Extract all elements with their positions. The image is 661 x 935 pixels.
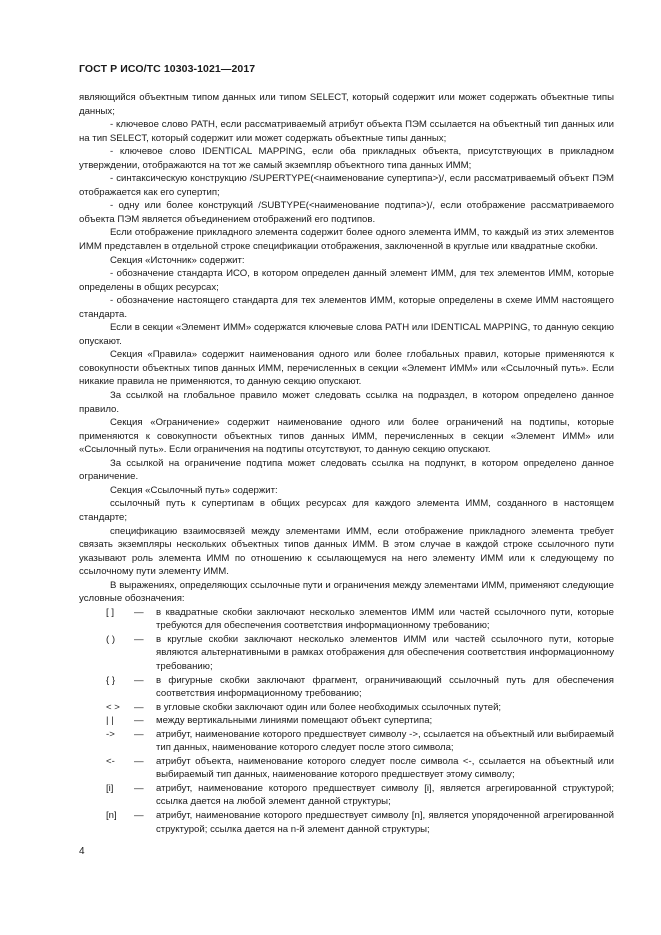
definition-dash: — (134, 728, 144, 740)
paragraph: За ссылкой на ограничение подтипа может следовать ссылка на подпункт, в котором определено данное ограничение. (79, 457, 614, 483)
definition-symbol: [ ] (106, 606, 114, 618)
paragraph: Секция «Источник» содержит: (110, 254, 245, 266)
definition-text: атрибут, наименование которого предшествует символу ->, ссылается на объектный или выбираемый тип данных, наименование которого следует после этого символа; (156, 728, 614, 754)
paragraph: - ключевое слово IDENTICAL MAPPING, если оба прикладных объекта, присутствующих в прикладном утверждении, отображаются на тот же самый экземпляр объектного типа данных ИММ; (79, 146, 614, 171)
paragraph-list (79, 91, 614, 606)
definition-text: в квадратные скобки заключают несколько элементов ИММ или частей ссылочного пути, которые требуются для обеспечения соответствия информационному требованию; (156, 606, 614, 632)
definition-dash: — (134, 809, 144, 821)
paragraph: - обозначение настоящего стандарта для тех элементов ИММ, которые определены в схеме ИММ настоящего стандарта. (79, 295, 614, 320)
definition-symbol: { } (106, 674, 116, 686)
definition-text: атрибут, наименование которого предшествует символу [n], является упорядоченной агрегированной структурой; ссылка дается на n-й элемент данной структуры; (156, 809, 614, 835)
definition-dash: — (134, 701, 144, 713)
definition-dash: — (134, 755, 144, 767)
definition-dash: — (134, 606, 144, 618)
definition-text: атрибут, наименование которого предшествует символу [i], является агрегированной структурой; ссылка дается на любой элемент данной структуры; (156, 782, 614, 808)
document-header: ГОСТ Р ИСО/ТС 10303-1021—2017 (79, 63, 256, 75)
definition-symbol: ( ) (106, 633, 116, 645)
definition-symbol: [n] (106, 809, 117, 821)
definition-symbol: < > (106, 701, 120, 713)
definition-dash: — (134, 674, 144, 686)
definition-item (79, 674, 614, 701)
paragraph: спецификацию взаимосвязей между элементами ИММ, если отображение прикладного элемента требует связать экземпляры нескольких объектных типов данных ИММ. В этом случае в каждой строке ссылочного пути указывают роль элемента ИММ по отношению к ссылающемуся на него элементу ИММ или к следующему по ссылочному пути элементу ИММ. (79, 525, 614, 578)
document-body (79, 91, 614, 836)
paragraph: - одну или более конструкций /SUBTYPE(<наименование подтипа>)/, если отображение рассматриваемого объекта ПЭМ является объединением отображений его подтипов. (79, 200, 614, 225)
page-number: 4 (79, 846, 85, 857)
paragraph: - ключевое слово PATH, если рассматриваемый атрибут объекта ПЭМ ссылается на объектный тип данных или на тип SELECT, который содержит или может содержать объектные типы данных; (79, 119, 614, 144)
definition-symbol: | | (106, 715, 114, 727)
definition-item (79, 701, 614, 715)
definition-text: атрибут объекта, наименование которого следует после символа <-, ссылается на объектный или выбираемый тип данных, наименование которого предшествует этому символу; (156, 755, 614, 781)
definition-item (79, 633, 614, 674)
definition-item (79, 809, 614, 836)
definition-text: в круглые скобки заключают несколько элементов ИММ или частей ссылочного пути, которые являются альтернативными в рамках отображения для обеспечения соответствия информационному требованию; (156, 633, 614, 672)
definition-item (79, 714, 614, 728)
definition-symbol: [i] (106, 782, 114, 794)
paragraph: Секция «Правила» содержит наименования одного или более глобальных правил, которые применяются к совокупности объектных типов данных ИММ, перечисленных в секции «Элемент ИММ» или «Ссылочный путь». Если никакие правила не применяются, то данную секцию опускают. (79, 349, 614, 388)
definition-text: между вертикальными линиями помещают объект супертипа; (156, 715, 433, 727)
paragraph: ссылочный путь к супертипам в общих ресурсах для каждого элемента ИММ, созданного в настоящем стандарте; (79, 498, 614, 523)
paragraph: являющийся объектным типом данных или типом SELECT, который содержит или может содержать объектные типы данных; (79, 92, 614, 117)
definition-item (79, 728, 614, 755)
paragraph: Секция «Ссылочный путь» содержит: (110, 484, 278, 496)
definition-item (79, 606, 614, 633)
paragraph: Секция «Ограничение» содержит наименование одного или более ограничений на подтипы, которые применяются к совокупности объектных типов данных ИММ, перечисленных в секции «Элемент ИММ» или «Ссылочный путь». Если ограничения на подтипы отсутствуют, то данную секцию опускают. (79, 417, 614, 456)
definition-symbol: -> (106, 728, 115, 740)
paragraph: Если в секции «Элемент ИММ» содержатся ключевые слова PATH или IDENTICAL MAPPING, то данную секцию опускают. (79, 322, 614, 347)
paragraph: В выражениях, определяющих ссылочные пути и ограничения между элементами ИММ, применяют следующие условные обозначения: (79, 579, 614, 605)
definition-item (79, 755, 614, 782)
definition-text: в угловые скобки заключают один или более необходимых ссылочных путей; (156, 701, 502, 713)
paragraph: За ссылкой на глобальное правило может следовать ссылка на подраздел, в котором определено данное правило. (79, 390, 614, 415)
paragraph: - синтаксическую конструкцию /SUPERTYPE(<наименование супертипа>)/, если рассматриваемый объект ПЭМ отображается как его супертип; (79, 173, 614, 198)
definition-item (79, 782, 614, 809)
definition-dash: — (134, 715, 144, 727)
paragraph: - обозначение стандарта ИСО, в котором определен данный элемент ИММ, для тех элементов ИММ, которые определены в общих ресурсах; (79, 268, 614, 293)
definition-dash: — (134, 633, 144, 645)
definition-list (79, 606, 614, 836)
paragraph: Если отображение прикладного элемента содержит более одного элемента ИММ, то каждый из этих элементов ИММ представлен в отдельной строке спецификации отображения, заключенной в круглые или квадратные скобки. (79, 227, 614, 253)
definition-dash: — (134, 782, 144, 794)
definition-symbol: <- (106, 755, 115, 767)
definition-text: в фигурные скобки заключают фрагмент, ограничивающий ссылочный путь для обеспечения соответствия информационному требованию; (156, 674, 614, 700)
